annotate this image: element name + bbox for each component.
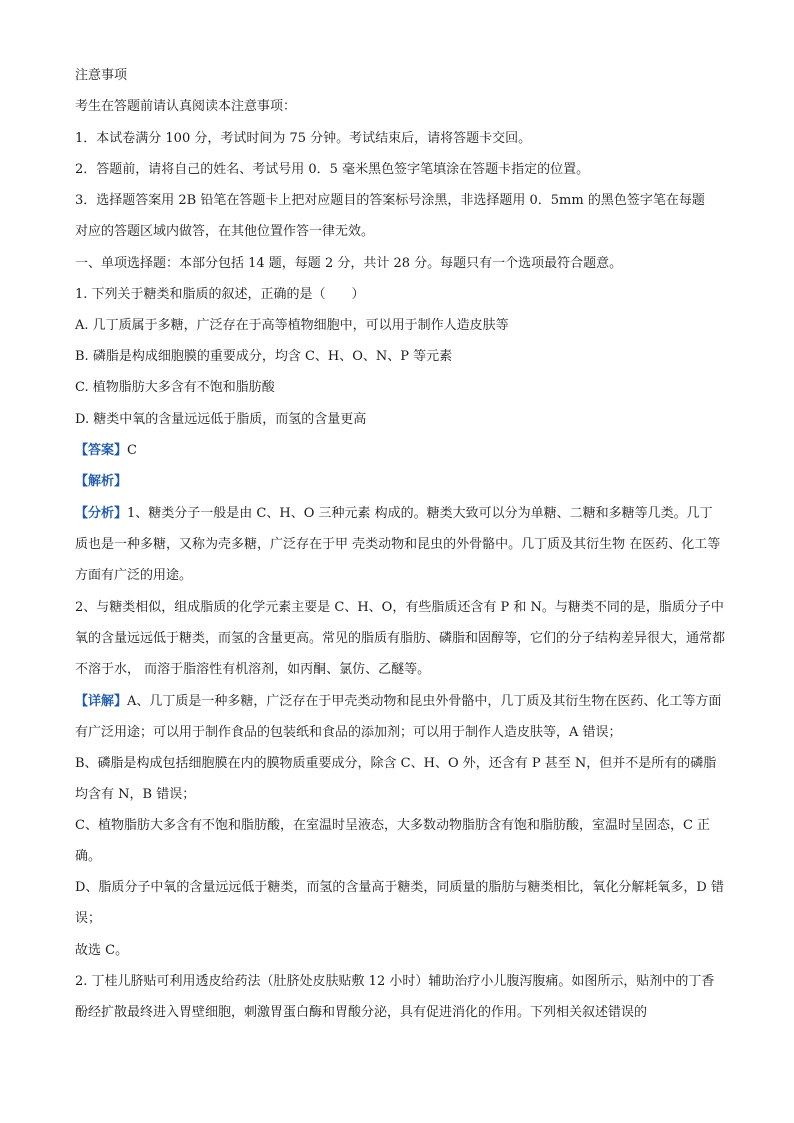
fenxi-tag: 【分析】 [75, 506, 128, 521]
detail-paragraph-a [75, 686, 725, 748]
q1-option-d: D. 糖类中氧的含量远远低于脂质，而氢的含量更高 [75, 412, 367, 427]
detail-text-a: A、几丁质是一种多糖，广泛存在于甲壳类动物和昆虫外骨骼中，几丁质及其衍生物在医药、化工等方面有广泛用途；可以用于制作食品的包装纸和食品的添加剂；可以用于制作人造皮肤等，A 错误； [75, 694, 722, 740]
answer-value: C [127, 443, 137, 458]
conclusion: 故选 C。 [75, 943, 129, 958]
q1-option-b: B. 磷脂是构成细胞膜的重要成分，均含 C、H、O、N、P 等元素 [75, 349, 453, 364]
fenxi-text-1: 1、糖类分子一般是由 C、H、O 三种元素 构成的。糖类大致可以分为单糖、二糖和多糖等几类。几丁质也是一种多糖，又称为壳多糖，广泛存在于甲 壳类动物和昆虫的外骨骼中。几丁质及其衍生物 在医药、化工等方面有广泛的用途。 [75, 506, 721, 583]
detail-paragraph-d: D、脂质分子中氧的含量远远低于糖类，而氢的含量高于糖类，同质量的脂肪与糖类相比，氧化分解耗氧多，D 错误； [75, 880, 724, 926]
notice-item: 1．本试卷满分 100 分，考试时间为 75 分钟。考试结束后，请将答题卡交回。 [75, 131, 532, 146]
question-2-stem: 2. 丁桂儿脐贴可利用透皮给药法（肚脐处皮肤贴敷 12 小时）辅助治疗小儿腹泻腹痛。如图所示，贴剂中的丁香酚经扩散最终进入胃壁细胞，刺激胃蛋白酶和胃酸分泌，具有促进消化的作用。下列相关叙述错误的 [75, 974, 715, 1020]
notice-item: 对应的答题区域内做答，在其他位置作答一律无效。 [75, 224, 375, 239]
answer-line [75, 441, 725, 461]
notice-item: 3．选择题答案用 2B 铅笔在答题卡上把对应题目的答案标号涂黑，非选择题用 0．5mm 的黑色签字笔在每题 [75, 193, 705, 208]
section-heading: 一、单项选择题：本部分包括 14 题，每题 2 分，共计 28 分。每题只有一个选项最符合题意。 [75, 256, 623, 271]
q1-option-a: A. 几丁质属于多糖，广泛存在于高等植物细胞中，可以用于制作人造皮肤等 [75, 318, 509, 333]
question-1-stem: 1. 下列关于糖类和脂质的叙述，正确的是（ ） [75, 287, 365, 302]
notice-title: 注意事项 [75, 68, 128, 83]
analysis-heading [75, 472, 725, 492]
detail-paragraph-b: B、磷脂是构成包括细胞膜在内的膜物质重要成分，除含 C、H、O 外，还含有 P 甚至 N，但并不是所有的磷脂均含有 N，B 错误； [75, 756, 717, 802]
xiangjie-tag: 【详解】 [75, 694, 128, 709]
notice-item: 2．答题前，请将自己的姓名、考试号用 0．5 毫米黑色签字笔填涂在答题卡指定的位置。 [75, 162, 590, 177]
analysis-tag: 【解析】 [75, 474, 128, 489]
notice-intro: 考生在答题前请认真阅读本注意事项： [75, 99, 297, 114]
analysis-paragraph-2: 2、与糖类相似，组成脂质的化学元素主要是 C、H、O，有些脂质还含有 P 和 N。与糖类不同的是，脂质分子中氧的含量远远低于糖类，而氢的含量更高。常见的脂质有脂肪、磷脂和固醇等，它们的分子结构差异很大，通常都不溶于水， 而溶于脂溶性有机溶剂，如丙酮、氯仿、乙醚等。 [75, 600, 726, 677]
detail-paragraph-c: C、植物脂肪大多含有不饱和脂肪酸，在室温时呈液态，大多数动物脂肪含有饱和脂肪酸，室温时呈固态，C 正确。 [75, 818, 711, 864]
analysis-paragraph-1 [75, 498, 725, 591]
answer-tag: 【答案】 [75, 443, 128, 458]
q1-option-c: C. 植物脂肪大多含有不饱和脂肪酸 [75, 380, 275, 395]
